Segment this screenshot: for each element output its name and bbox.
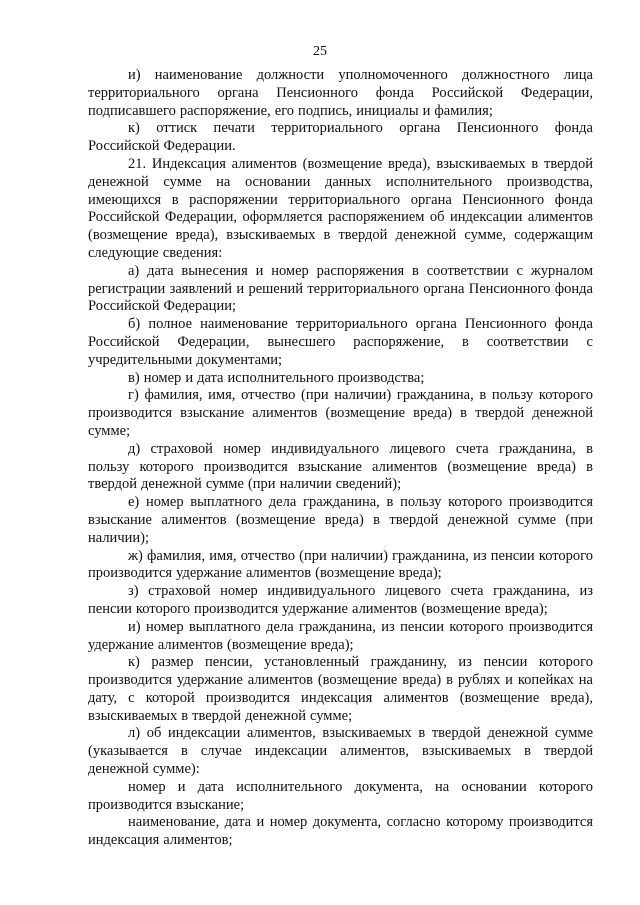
paragraph-item-v: в) номер и дата исполнительного производства; — [128, 369, 425, 386]
paragraph-item-i: и) наименование должности уполномоченного должностного лица территориального органа Пенсионного фонда Российской Федерации, подписавшего распоряжение, его подпись, инициалы и фамилия; — [88, 67, 593, 119]
paragraph-subitem-1: номер и дата исполнительного документа, на основании которого производится взыскание; — [88, 778, 593, 813]
document-body — [88, 67, 593, 850]
paragraph-subitem-2: наименование, дата и номер документа, согласно которому производится индексация алиментов; — [88, 814, 593, 849]
paragraph-item-z: з) страховой номер индивидуального лицевого счета гражданина, из пенсии которого производится удержание алиментов (возмещение вреда); — [88, 583, 593, 617]
paragraph-item-g: г) фамилия, имя, отчество (при наличии) гражданина, в пользу которого производится взыскание алиментов (возмещение вреда) в твердой денежной сумме; — [88, 387, 593, 439]
page-number: 25 — [313, 44, 327, 59]
paragraph-item-d: д) страховой номер индивидуального лицевого счета гражданина, в пользу которого производится взыскание алиментов (возмещение вреда) в твердой денежной сумме (при наличии сведений); — [88, 440, 593, 493]
paragraph-item-a: а) дата вынесения и номер распоряжения в соответствии с журналом регистрации заявлений и решений территориального органа Пенсионного фонда Российской Федерации; — [88, 262, 593, 315]
paragraph-item-zh: ж) фамилия, имя, отчество (при наличии) гражданина, из пенсии которого производится удержание алиментов (возмещение вреда); — [88, 547, 593, 582]
paragraph-item-k: к) оттиск печати территориального органа Пенсионного фонда Российской Федерации. — [88, 120, 593, 155]
paragraph-section-21: 21. Индексация алиментов (возмещение вреда), взыскиваемых в твердой денежной сумме на основании данных исполнительного производства, имеющихся в распоряжении территориального органа Пенсионного фонда Российской Федерации, оформляется распоряжением об индексации алиментов (возмещение вреда), взыскиваемых в твердой денежной сумме, содержащим следующие сведения: — [88, 155, 593, 261]
paragraph-item-i2: и) номер выплатного дела гражданина, из пенсии которого производится удержание алиментов (возмещение вреда); — [88, 618, 593, 653]
paragraph-item-k2: к) размер пенсии, установленный гражданину, из пенсии которого производится удержание алиментов (возмещение вреда) в рублях и копейках на дату, с которой производится индексация алиментов (возмещение вреда), взыскиваемых в твердой денежной сумме; — [88, 654, 593, 724]
paragraph-item-b: б) полное наименование территориального органа Пенсионного фонда Российской Федерации, вынесшего распоряжение, в соответствии с учредительными документами; — [88, 316, 593, 368]
paragraph-item-l: л) об индексации алиментов, взыскиваемых в твердой денежной сумме (указывается в случае индексации алиментов, взыскиваемых в твердой денежной сумме): — [88, 725, 593, 778]
paragraph-item-e: е) номер выплатного дела гражданина, в пользу которого производится взыскание алиментов (возмещение вреда) в твердой денежной сумме (при наличии); — [88, 494, 593, 546]
